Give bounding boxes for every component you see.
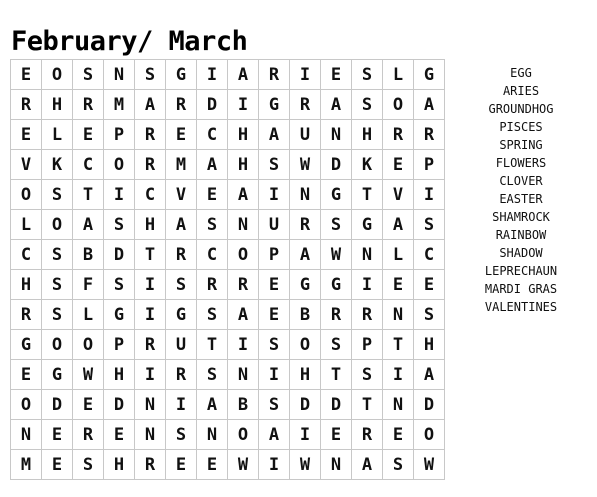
word-list-item: FLOWERS: [495, 156, 547, 170]
grid-cell: A: [383, 210, 414, 240]
grid-cell: M: [166, 150, 197, 180]
grid-cell: H: [11, 270, 42, 300]
grid-cell: E: [197, 180, 228, 210]
grid-cell: O: [104, 150, 135, 180]
grid-row: [11, 300, 445, 330]
grid-cell: O: [228, 240, 259, 270]
grid-cell: B: [73, 240, 104, 270]
grid-cell: D: [414, 390, 445, 420]
grid-row: [11, 150, 445, 180]
grid-cell: K: [42, 150, 73, 180]
grid-cell: W: [414, 450, 445, 480]
grid-cell: E: [73, 120, 104, 150]
word-list-item: MARDI GRAS: [484, 282, 558, 296]
grid-cell: I: [290, 60, 321, 90]
grid-cell: A: [228, 60, 259, 90]
grid-cell: A: [197, 390, 228, 420]
grid-cell: P: [414, 150, 445, 180]
grid-cell: R: [135, 150, 166, 180]
grid-cell: S: [42, 240, 73, 270]
grid-cell: H: [104, 450, 135, 480]
grid-cell: E: [166, 450, 197, 480]
grid-cell: S: [352, 60, 383, 90]
grid-row: [11, 60, 445, 90]
grid-cell: S: [104, 210, 135, 240]
grid-cell: S: [42, 300, 73, 330]
grid-cell: A: [166, 210, 197, 240]
grid-cell: D: [321, 390, 352, 420]
word-list: [470, 64, 572, 316]
grid-cell: A: [321, 90, 352, 120]
grid-cell: O: [42, 330, 73, 360]
word-list-item: SHAMROCK: [492, 210, 550, 224]
grid-cell: D: [290, 390, 321, 420]
grid-cell: A: [414, 360, 445, 390]
grid-cell: O: [42, 210, 73, 240]
grid-cell: E: [259, 270, 290, 300]
grid-cell: R: [166, 240, 197, 270]
grid-cell: F: [73, 270, 104, 300]
grid-cell: E: [42, 450, 73, 480]
grid-cell: I: [228, 90, 259, 120]
grid-row: [11, 330, 445, 360]
grid-cell: E: [104, 420, 135, 450]
grid-cell: R: [73, 90, 104, 120]
word-list-item: LEPRECHAUN: [484, 264, 558, 278]
grid-cell: U: [166, 330, 197, 360]
grid-cell: A: [197, 150, 228, 180]
grid-cell: S: [321, 330, 352, 360]
grid-cell: A: [259, 420, 290, 450]
grid-cell: O: [228, 420, 259, 450]
grid-cell: I: [259, 450, 290, 480]
grid-row: [11, 90, 445, 120]
grid-row: [11, 180, 445, 210]
grid-cell: S: [42, 180, 73, 210]
word-list-item: GROUNDHOG: [488, 102, 554, 116]
grid-cell: R: [135, 330, 166, 360]
grid-cell: S: [259, 330, 290, 360]
grid-cell: I: [166, 390, 197, 420]
grid-cell: N: [290, 180, 321, 210]
grid-cell: S: [42, 270, 73, 300]
grid-cell: C: [197, 120, 228, 150]
grid-cell: N: [135, 420, 166, 450]
grid-cell: H: [228, 150, 259, 180]
grid-cell: R: [11, 90, 42, 120]
grid-cell: R: [166, 360, 197, 390]
grid-cell: W: [290, 450, 321, 480]
grid-cell: S: [197, 300, 228, 330]
word-list-item: VALENTINES: [484, 300, 558, 314]
grid-cell: S: [166, 420, 197, 450]
grid-cell: N: [197, 420, 228, 450]
grid-cell: H: [290, 360, 321, 390]
grid-row: [11, 270, 445, 300]
grid-cell: H: [414, 330, 445, 360]
grid-cell: T: [197, 330, 228, 360]
grid-cell: R: [228, 270, 259, 300]
grid-cell: E: [383, 150, 414, 180]
grid-cell: U: [290, 120, 321, 150]
word-list-item: SPRING: [499, 138, 543, 152]
grid-cell: I: [135, 270, 166, 300]
grid-cell: E: [321, 60, 352, 90]
grid-cell: I: [197, 60, 228, 90]
grid-cell: L: [42, 120, 73, 150]
word-list-item: CLOVER: [499, 174, 543, 188]
grid-cell: O: [290, 330, 321, 360]
grid-cell: N: [135, 390, 166, 420]
grid-cell: G: [414, 60, 445, 90]
grid-cell: E: [166, 120, 197, 150]
grid-cell: S: [352, 360, 383, 390]
grid-cell: S: [259, 150, 290, 180]
grid-cell: T: [135, 240, 166, 270]
grid-cell: D: [197, 90, 228, 120]
grid-cell: R: [259, 60, 290, 90]
grid-cell: D: [321, 150, 352, 180]
grid-cell: P: [104, 120, 135, 150]
grid-cell: G: [166, 60, 197, 90]
grid-cell: R: [290, 90, 321, 120]
word-list-item: SHADOW: [499, 246, 543, 260]
grid-cell: N: [321, 120, 352, 150]
grid-cell: E: [414, 270, 445, 300]
grid-cell: R: [321, 300, 352, 330]
grid-cell: S: [259, 390, 290, 420]
grid-cell: A: [290, 240, 321, 270]
grid-cell: S: [197, 360, 228, 390]
grid-cell: E: [259, 300, 290, 330]
grid-cell: E: [383, 270, 414, 300]
grid-cell: V: [11, 150, 42, 180]
letter-grid-body: [11, 60, 445, 480]
grid-cell: O: [383, 90, 414, 120]
grid-cell: R: [352, 300, 383, 330]
grid-cell: G: [166, 300, 197, 330]
grid-cell: C: [135, 180, 166, 210]
grid-cell: I: [352, 270, 383, 300]
word-list-item: EASTER: [499, 192, 543, 206]
grid-cell: S: [352, 90, 383, 120]
grid-cell: B: [290, 300, 321, 330]
letter-grid: [10, 59, 445, 480]
word-list-item: ARIES: [502, 84, 540, 98]
grid-cell: N: [104, 60, 135, 90]
grid-cell: N: [383, 300, 414, 330]
grid-cell: A: [73, 210, 104, 240]
grid-cell: N: [11, 420, 42, 450]
grid-cell: R: [197, 270, 228, 300]
grid-cell: R: [11, 300, 42, 330]
grid-cell: V: [383, 180, 414, 210]
grid-cell: G: [11, 330, 42, 360]
grid-cell: L: [383, 240, 414, 270]
grid-cell: A: [228, 180, 259, 210]
grid-cell: P: [352, 330, 383, 360]
grid-cell: R: [135, 450, 166, 480]
grid-cell: S: [166, 270, 197, 300]
grid-cell: N: [352, 240, 383, 270]
grid-cell: U: [259, 210, 290, 240]
grid-cell: W: [290, 150, 321, 180]
grid-cell: A: [259, 120, 290, 150]
grid-cell: L: [11, 210, 42, 240]
grid-cell: A: [228, 300, 259, 330]
grid-cell: I: [259, 360, 290, 390]
grid-cell: S: [135, 60, 166, 90]
word-list-item: RAINBOW: [495, 228, 547, 242]
grid-cell: O: [414, 420, 445, 450]
grid-cell: S: [383, 450, 414, 480]
grid-cell: I: [228, 330, 259, 360]
grid-cell: G: [352, 210, 383, 240]
grid-cell: N: [321, 450, 352, 480]
grid-cell: I: [414, 180, 445, 210]
puzzle-title: February/ March: [11, 26, 248, 58]
grid-cell: L: [73, 300, 104, 330]
grid-row: [11, 240, 445, 270]
grid-cell: H: [352, 120, 383, 150]
grid-cell: E: [11, 120, 42, 150]
grid-cell: T: [73, 180, 104, 210]
grid-cell: E: [42, 420, 73, 450]
grid-cell: M: [104, 90, 135, 120]
grid-cell: R: [73, 420, 104, 450]
grid-cell: R: [135, 120, 166, 150]
grid-cell: S: [104, 270, 135, 300]
grid-row: [11, 450, 445, 480]
grid-cell: S: [197, 210, 228, 240]
grid-row: [11, 360, 445, 390]
grid-cell: E: [321, 420, 352, 450]
grid-row: [11, 210, 445, 240]
grid-cell: W: [73, 360, 104, 390]
grid-cell: I: [135, 300, 166, 330]
grid-cell: G: [42, 360, 73, 390]
grid-cell: W: [228, 450, 259, 480]
grid-cell: E: [73, 390, 104, 420]
grid-cell: H: [42, 90, 73, 120]
grid-cell: R: [290, 210, 321, 240]
grid-cell: C: [197, 240, 228, 270]
grid-cell: W: [321, 240, 352, 270]
grid-cell: N: [383, 390, 414, 420]
grid-cell: D: [104, 390, 135, 420]
grid-cell: G: [321, 270, 352, 300]
grid-cell: S: [414, 300, 445, 330]
word-list-item: PISCES: [499, 120, 543, 134]
grid-cell: G: [290, 270, 321, 300]
word-list-item: EGG: [510, 66, 532, 80]
grid-cell: I: [135, 360, 166, 390]
grid-cell: M: [11, 450, 42, 480]
grid-cell: R: [414, 120, 445, 150]
grid-cell: T: [352, 390, 383, 420]
grid-cell: S: [73, 450, 104, 480]
grid-cell: H: [135, 210, 166, 240]
grid-cell: O: [42, 60, 73, 90]
grid-cell: I: [259, 180, 290, 210]
grid-cell: S: [321, 210, 352, 240]
grid-cell: C: [11, 240, 42, 270]
grid-cell: S: [414, 210, 445, 240]
grid-cell: P: [104, 330, 135, 360]
grid-cell: A: [352, 450, 383, 480]
grid-cell: R: [352, 420, 383, 450]
grid-cell: D: [42, 390, 73, 420]
grid-cell: C: [73, 150, 104, 180]
grid-cell: R: [166, 90, 197, 120]
grid-cell: A: [414, 90, 445, 120]
grid-cell: E: [11, 360, 42, 390]
grid-cell: D: [104, 240, 135, 270]
grid-cell: E: [383, 420, 414, 450]
grid-cell: V: [166, 180, 197, 210]
grid-cell: R: [383, 120, 414, 150]
grid-cell: T: [352, 180, 383, 210]
grid-cell: L: [383, 60, 414, 90]
grid-cell: G: [321, 180, 352, 210]
grid-cell: G: [259, 90, 290, 120]
grid-cell: N: [228, 360, 259, 390]
grid-cell: N: [228, 210, 259, 240]
grid-cell: P: [259, 240, 290, 270]
grid-cell: C: [414, 240, 445, 270]
grid-cell: E: [11, 60, 42, 90]
grid-cell: I: [104, 180, 135, 210]
grid-cell: E: [197, 450, 228, 480]
grid-cell: I: [290, 420, 321, 450]
grid-cell: I: [383, 360, 414, 390]
grid-cell: H: [104, 360, 135, 390]
grid-row: [11, 420, 445, 450]
grid-row: [11, 390, 445, 420]
grid-cell: O: [11, 390, 42, 420]
grid-cell: A: [135, 90, 166, 120]
grid-row: [11, 120, 445, 150]
grid-cell: T: [383, 330, 414, 360]
grid-cell: G: [104, 300, 135, 330]
grid-cell: B: [228, 390, 259, 420]
grid-cell: O: [73, 330, 104, 360]
grid-cell: O: [11, 180, 42, 210]
grid-cell: S: [73, 60, 104, 90]
grid-cell: K: [352, 150, 383, 180]
grid-cell: H: [228, 120, 259, 150]
grid-cell: T: [321, 360, 352, 390]
